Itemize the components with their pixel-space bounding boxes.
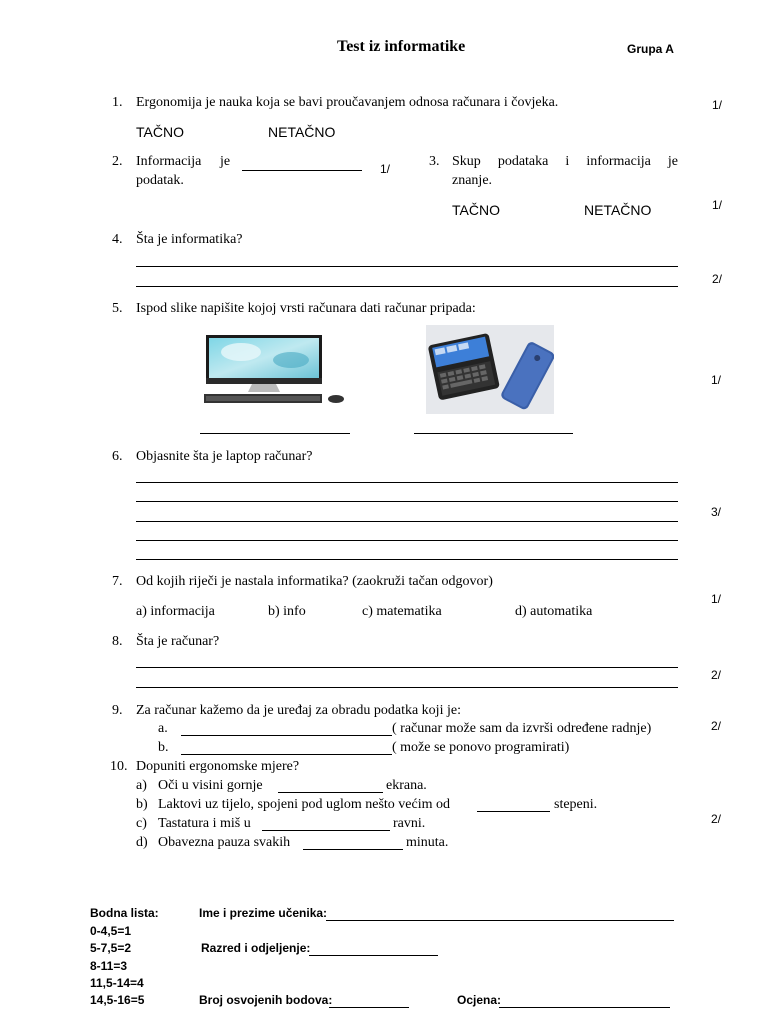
q1-points: 1/	[712, 98, 723, 112]
q2-word-informacija: Informacija	[136, 154, 202, 169]
points-earned-field[interactable]	[329, 1007, 409, 1008]
q5-answer-line-phone[interactable]	[414, 433, 573, 434]
q4-answer-line[interactable]	[136, 286, 678, 287]
q10-number: 10.	[110, 759, 128, 774]
q5-text: Ispod slike napišite kojoj vrsti računara dati računar pripada:	[136, 301, 476, 316]
q5-answer-line-desktop[interactable]	[200, 433, 350, 434]
q10-c-answer-line[interactable]	[262, 830, 390, 831]
q6-text: Objasnite šta je laptop računar?	[136, 449, 313, 464]
q10-b-letter: b)	[136, 797, 148, 812]
q1-text: Ergonomija je nauka koja se bavi proučavanjem odnosa računara i čovjeka.	[136, 95, 559, 110]
grade-row: 11,5-14=4	[90, 976, 144, 990]
q9-b-answer-line[interactable]	[181, 754, 392, 755]
q9-number: 9.	[112, 703, 123, 718]
q4-text: Šta je informatika?	[136, 232, 243, 247]
q10-a-end: ekrana.	[386, 778, 427, 793]
q4-number: 4.	[112, 232, 123, 247]
q9-a-letter: a.	[158, 721, 168, 736]
grade-row: 0-4,5=1	[90, 924, 132, 938]
q10-c-end: ravni.	[393, 816, 426, 831]
q4-answer-line[interactable]	[136, 266, 678, 267]
grade-label: Ocjena:	[457, 993, 502, 1007]
q3-false-option[interactable]: NETAČNO	[584, 202, 652, 218]
q6-answer-line[interactable]	[136, 482, 678, 483]
q3-true-option[interactable]: TAČNO	[452, 202, 500, 218]
smartphone-image	[426, 325, 554, 414]
q2-answer-line[interactable]	[242, 170, 362, 171]
q4-points: 2/	[712, 272, 723, 286]
q5-number: 5.	[112, 301, 123, 316]
points-earned-label: Broj osvojenih bodova:	[199, 993, 333, 1007]
q10-b-answer-line[interactable]	[477, 811, 550, 812]
q1-false-option[interactable]: NETAČNO	[268, 124, 336, 140]
student-name-field[interactable]	[326, 920, 674, 921]
q9-b-text: ( može se ponovo programirati)	[392, 740, 570, 755]
q3-text-line1: Skup podataka i informacija je	[452, 154, 678, 169]
q2-number: 2.	[112, 154, 123, 169]
q6-number: 6.	[112, 449, 123, 464]
q8-answer-line[interactable]	[136, 667, 678, 668]
q2-text-line2: podatak.	[136, 173, 184, 188]
q10-d-text: Obavezna pauza svakih	[158, 835, 291, 850]
q8-number: 8.	[112, 634, 123, 649]
q6-answer-line[interactable]	[136, 559, 678, 560]
q5-points: 1/	[711, 373, 722, 387]
q8-text: Šta je računar?	[136, 634, 220, 649]
q6-answer-line[interactable]	[136, 501, 678, 502]
q9-points: 2/	[711, 719, 722, 733]
group-label: Grupa A	[627, 42, 674, 56]
q7-option-b[interactable]: b) info	[268, 604, 306, 619]
q2-points: 1/	[380, 162, 391, 176]
all-in-one-computer-image	[196, 326, 352, 410]
q7-number: 7.	[112, 574, 123, 589]
q6-answer-line[interactable]	[136, 540, 678, 541]
q3-points: 1/	[712, 198, 723, 212]
student-name-label: Ime i prezime učenika:	[199, 906, 328, 920]
q10-c-letter: c)	[136, 816, 147, 831]
grade-row: 14,5-16=5	[90, 993, 145, 1007]
q9-a-text: ( računar može sam da izvrši određene radnje)	[392, 721, 652, 736]
q8-answer-line[interactable]	[136, 687, 678, 688]
class-field[interactable]	[309, 955, 438, 956]
q6-answer-line[interactable]	[136, 521, 678, 522]
q7-option-a[interactable]: a) informacija	[136, 604, 215, 619]
q10-c-text: Tastatura i miš u	[158, 816, 251, 831]
q3-text-line2: znanje.	[452, 173, 493, 188]
q2-word-je: je	[220, 154, 231, 169]
grade-row: 8-11=3	[90, 959, 128, 973]
q9-b-letter: b.	[158, 740, 169, 755]
grading-title: Bodna lista:	[90, 906, 159, 920]
q7-option-c[interactable]: c) matematika	[362, 604, 442, 619]
q7-option-d[interactable]: d) automatika	[515, 604, 593, 619]
q3-number: 3.	[429, 154, 440, 169]
q10-text: Dopuniti ergonomske mjere?	[136, 759, 300, 774]
q1-number: 1.	[112, 95, 123, 110]
q10-d-answer-line[interactable]	[303, 849, 403, 850]
q10-b-end: stepeni.	[554, 797, 598, 812]
q10-a-answer-line[interactable]	[278, 792, 383, 793]
q7-points: 1/	[711, 592, 722, 606]
q10-d-end: minuta.	[406, 835, 449, 850]
grade-row: 5-7,5=2	[90, 941, 132, 955]
q9-text: Za računar kažemo da je uređaj za obradu podatka koji je:	[136, 703, 461, 718]
page-title: Test iz informatike	[337, 38, 466, 55]
q10-a-text: Oči u visini gornje	[158, 778, 263, 793]
q10-points: 2/	[711, 812, 722, 826]
grade-field[interactable]	[499, 1007, 670, 1008]
q7-text: Od kojih riječi je nastala informatika? (zaokruži tačan odgovor)	[136, 574, 493, 589]
q6-points: 3/	[711, 505, 722, 519]
q9-a-answer-line[interactable]	[181, 735, 392, 736]
q10-b-text: Laktovi uz tijelo, spojeni pod uglom nešto većim od	[158, 797, 451, 812]
q1-true-option[interactable]: TAČNO	[136, 124, 184, 140]
q8-points: 2/	[711, 668, 722, 682]
q10-a-letter: a)	[136, 778, 147, 793]
class-label: Razred i odjeljenje:	[201, 941, 311, 955]
q10-d-letter: d)	[136, 835, 148, 850]
